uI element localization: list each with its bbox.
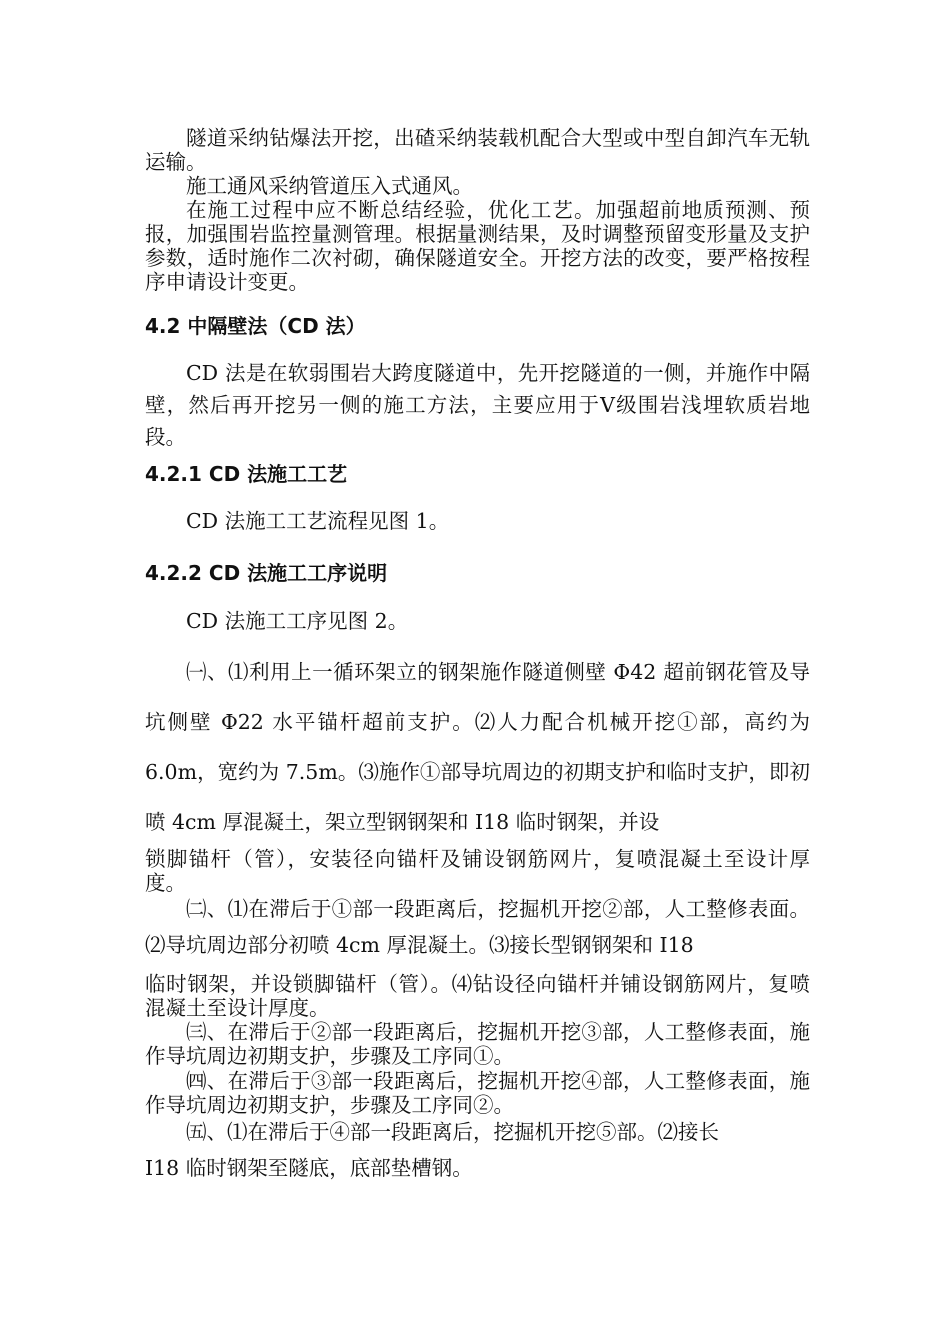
paragraph-step-2: ㈡、⑴在滞后于①部一段距离后，挖掘机开挖②部，人工整修表面。⑵导坑周边部分初喷 4cm 厚混凝土。⑶接长型钢钢架和 I18 xyxy=(145,897,810,957)
paragraph-step-3: ㈢、在滞后于②部一段距离后，挖掘机开挖③部，人工整修表面，施作导坑周边初期支护，步骤及工序同①。 xyxy=(145,1020,810,1068)
paragraph-step-2-cont: 临时钢架，并设锁脚锚杆（管）。⑷钻设径向锚杆并铺设钢筋网片，复喷混凝土至设计厚度。 xyxy=(145,972,810,1020)
paragraph-step-5: ㈤、⑴在滞后于④部一段距离后，挖掘机开挖⑤部。⑵接长 xyxy=(186,1120,719,1144)
paragraph-cd-method-intro: CD 法是在软弱围岩大跨度隧道中，先开挖隧道的一侧，并施作中隔壁，然后再开挖另一侧的施工方法，主要应用于Ⅴ级围岩浅埋软质岩地段。 xyxy=(145,361,810,449)
paragraph-ventilation: 施工通风采纳管道压入式通风。 xyxy=(186,174,473,198)
paragraph-construction-process: 在施工过程中应不断总结经验，优化工艺。加强超前地质预测、预报，加强围岩监控量测管理。根据量测结果，及时调整预留变形量及支护参数，适时施作二次衬砌，确保隧道安全。开挖方法的改变，要严格按程序申请设计变更。 xyxy=(145,198,810,294)
paragraph-step-1: ㈠、⑴利用上一循环架立的钢架施作隧道侧壁 Φ42 超前钢花管及导坑侧壁 Φ22 水平锚杆超前支护。⑵人力配合机械开挖①部，高约为 6.0m，宽约为 7.5m。⑶施作①部导坑周边的初期支护和临时支护，即初喷 4cm 厚混凝土，架立型钢钢架和 I18 临时钢架，并设 xyxy=(145,660,810,834)
paragraph-step-4: ㈣、在滞后于③部一段距离后，挖掘机开挖④部，人工整修表面，施作导坑周边初期支护，步骤及工序同②。 xyxy=(145,1069,810,1117)
section-heading-4-2-2: 4.2.2 CD 法施工工序说明 xyxy=(145,561,388,585)
paragraph-excavation-method: 隧道采纳钻爆法开挖，出碴采纳装载机配合大型或中型自卸汽车无轨运输。 xyxy=(145,126,810,174)
paragraph-step-5-cont: I18 临时钢架至隧底，底部垫槽钢。 xyxy=(145,1156,473,1180)
paragraph-process-flow: CD 法施工工艺流程见图 1。 xyxy=(186,509,450,533)
paragraph-step-1-cont: 锁脚锚杆（管），安装径向锚杆及铺设钢筋网片，复喷混凝土至设计厚度。 xyxy=(145,847,810,895)
paragraph-process-steps: CD 法施工工序见图 2。 xyxy=(186,609,409,633)
section-heading-4-2: 4.2 中隔壁法（CD 法） xyxy=(145,314,366,338)
section-heading-4-2-1: 4.2.1 CD 法施工工艺 xyxy=(145,462,348,486)
